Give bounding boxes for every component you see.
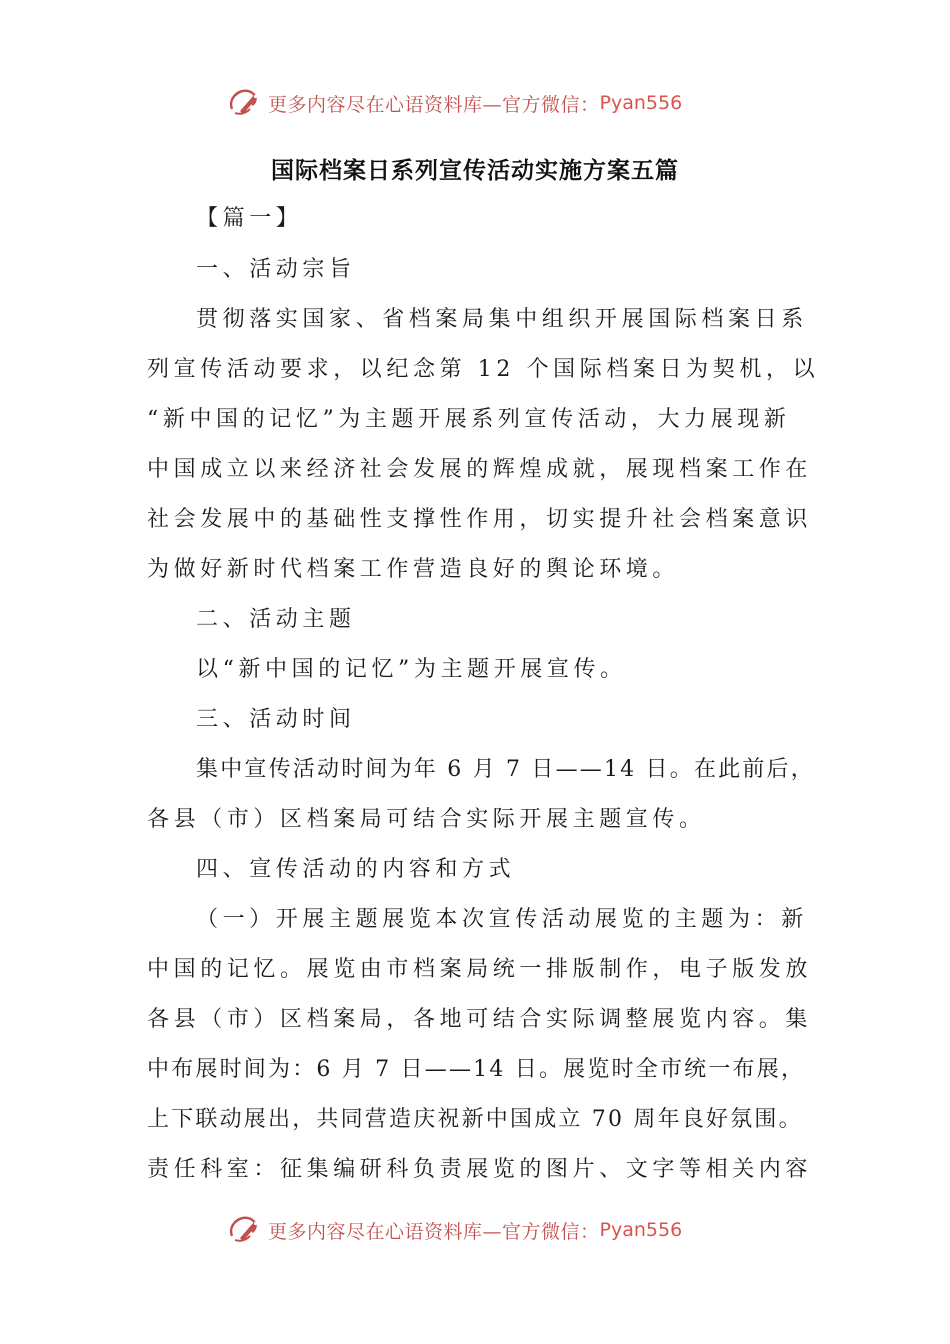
paragraph-line: 贯彻落实国家、省档案局集中组织开展国际档案日系 (196, 307, 808, 332)
paragraph-line: “新中国的记忆”为主题开展系列宣传活动，大力展现新 (147, 407, 791, 432)
watermark-text: 更多内容尽在心语资料库—官方微信： (268, 93, 600, 116)
section-heading: 【篇一】 (196, 206, 303, 231)
watermark-banner-top (226, 83, 726, 123)
paragraph-line: 中国的记忆。展览由市档案局统一排版制作，电子版发放 (147, 957, 813, 982)
paragraph-line: 中布展时间为：6 月 7 日——14 日。展览时全市统一布展， (147, 1057, 806, 1082)
document-title: 国际档案日系列宣传活动实施方案五篇 (271, 158, 679, 184)
paragraph-line: 为做好新时代档案工作营造良好的舆论环境。 (147, 557, 680, 582)
watermark-banner-bottom (226, 1210, 726, 1250)
section-heading: 二、活动主题 (196, 607, 356, 632)
paragraph-line: 各县（市）区档案局可结合实际开展主题宣传。 (147, 807, 706, 832)
paragraph-line: 各县（市）区档案局，各地可结合实际调整展览内容。集 (147, 1007, 813, 1032)
pen-nib-swirl-icon (226, 85, 262, 121)
section-heading: 一、活动宗旨 (196, 257, 356, 282)
paragraph-line: 社会发展中的基础性支撑性作用，切实提升社会档案意识 (147, 507, 813, 532)
pen-nib-swirl-icon (226, 1212, 262, 1248)
paragraph-line: 责任科室：征集编研科负责展览的图片、文字等相关内容 (147, 1157, 813, 1182)
section-heading: 三、活动时间 (196, 707, 356, 732)
watermark-text: 更多内容尽在心语资料库—官方微信： (268, 1220, 600, 1243)
paragraph-line: （一）开展主题展览本次宣传活动展览的主题为：新 (196, 907, 808, 932)
watermark-wechat-id: Pyan556 (599, 1219, 683, 1241)
section-heading: 四、宣传活动的内容和方式 (196, 857, 516, 882)
paragraph-line: 中国成立以来经济社会发展的辉煌成就，展现档案工作在 (147, 457, 813, 482)
paragraph-line: 集中宣传活动时间为年 6 月 7 日——14 日。在此前后， (196, 757, 815, 782)
paragraph-line: 上下联动展出，共同营造庆祝新中国成立 70 周年良好氛围。 (147, 1107, 803, 1132)
paragraph-line: 以“新中国的记忆”为主题开展宣传。 (196, 657, 627, 682)
watermark-wechat-id: Pyan556 (599, 92, 683, 114)
paragraph-line: 列宣传活动要求，以纪念第 12 个国际档案日为契机，以 (147, 357, 820, 382)
